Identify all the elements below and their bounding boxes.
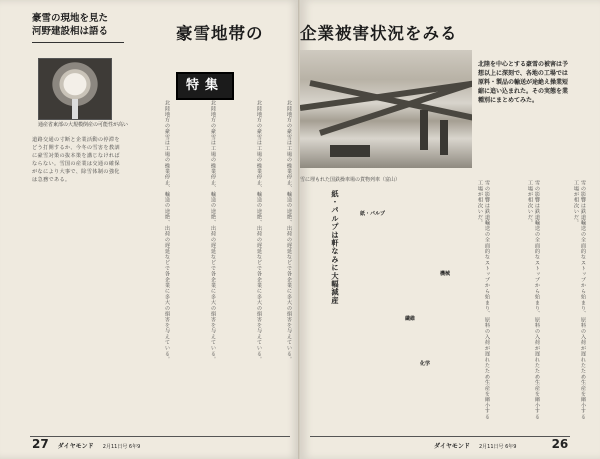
folio-left [32, 433, 140, 452]
sidebar-article-text: 道路交通の寸断と企業活動の停滞をどう打開するか、今冬の雪害を教訓に豪雪対策の抜本策を講じなければならない。雪国の産業は交通の確保がなにより大事で、除雪体制の強化は急務である。 [32, 137, 120, 183]
page-number-right: 26 [551, 437, 569, 451]
right-column-1: 雪の影響は鉄道輸送の全面的なストップから始まり、原料の入荷が遅れたため生産を縮小する工場が相次いだ。 [527, 180, 540, 420]
column-2: 北陸地方の豪雪は工場の操業停止、輸送の途絶、出荷の遅延などで各企業に多大の損害を与えている。 [210, 100, 216, 363]
minister-portrait [38, 58, 112, 120]
special-feature-badge: 特集 [176, 72, 234, 100]
lead-paragraph: 北陸を中心とする豪雪の被害は予想以上に深刻で、各地の工場では原料・製品の輸送が途絶え操業短縮に追い込まれた。その実態を業種別にまとめてみた。 [478, 61, 569, 104]
sidebar-rule [32, 42, 124, 43]
snow-railyard-photo [300, 50, 472, 168]
photo-caption: 雪に埋もれた国鉄操車場の貨物列車（富山） [300, 177, 401, 183]
sidebar-heading-line1: 豪雪の現地を見た [32, 13, 109, 24]
page-number: 27 [32, 437, 49, 451]
section-head-4: 機械 [440, 271, 451, 277]
magazine-name-right: ダイヤモンド [434, 443, 470, 450]
portrait-caption: 通産省東部の大規模倒産の可能性が高い [38, 122, 129, 128]
section-head-3: 紙・パルプ [360, 211, 386, 217]
right-column-3: 雪の影響は鉄道輸送の全面的なストップから始まり、原料の入荷が遅れたため生産を縮小する工場が相次いだ。 [477, 180, 490, 420]
title-part-1: 豪雪地帯の [176, 24, 264, 43]
title-part-2: 企業被害状況をみる [300, 24, 458, 43]
right-column-2: 雪の影響は鉄道輸送の全面的なストップから始まり、原料の入荷が遅れたため生産を縮小する工場が相次いだ。 [573, 180, 586, 420]
section-head-1: 繊維 [405, 316, 416, 322]
column-4: 北陸地方の豪雪は工場の操業停止、輸送の途絶、出荷の遅延などで各企業に多大の損害を与えている。 [286, 100, 292, 363]
magazine-name: ダイヤモンド [57, 443, 94, 450]
sidebar-heading [32, 12, 124, 38]
section-head-2: 化学 [420, 361, 431, 367]
column-1: 北陸地方の豪雪は工場の操業停止、輸送の途絶、出荷の遅延などで各企業に多大の損害を与えている。 [164, 100, 170, 363]
column-3: 北陸地方の豪雪は工場の操業停止、輸送の途絶、出荷の遅延などで各企業に多大の損害を与えている。 [256, 100, 262, 363]
sidebar-heading-line2: 河野建設相は語る [32, 26, 109, 37]
issue-date: 2月11日号 6年9 [102, 444, 141, 450]
issue-date-right: 2月11日号 6年9 [478, 444, 517, 450]
vertical-headline: 紙・パルプは軒なみに大幅減産 [331, 190, 340, 305]
folio-right [430, 433, 568, 452]
